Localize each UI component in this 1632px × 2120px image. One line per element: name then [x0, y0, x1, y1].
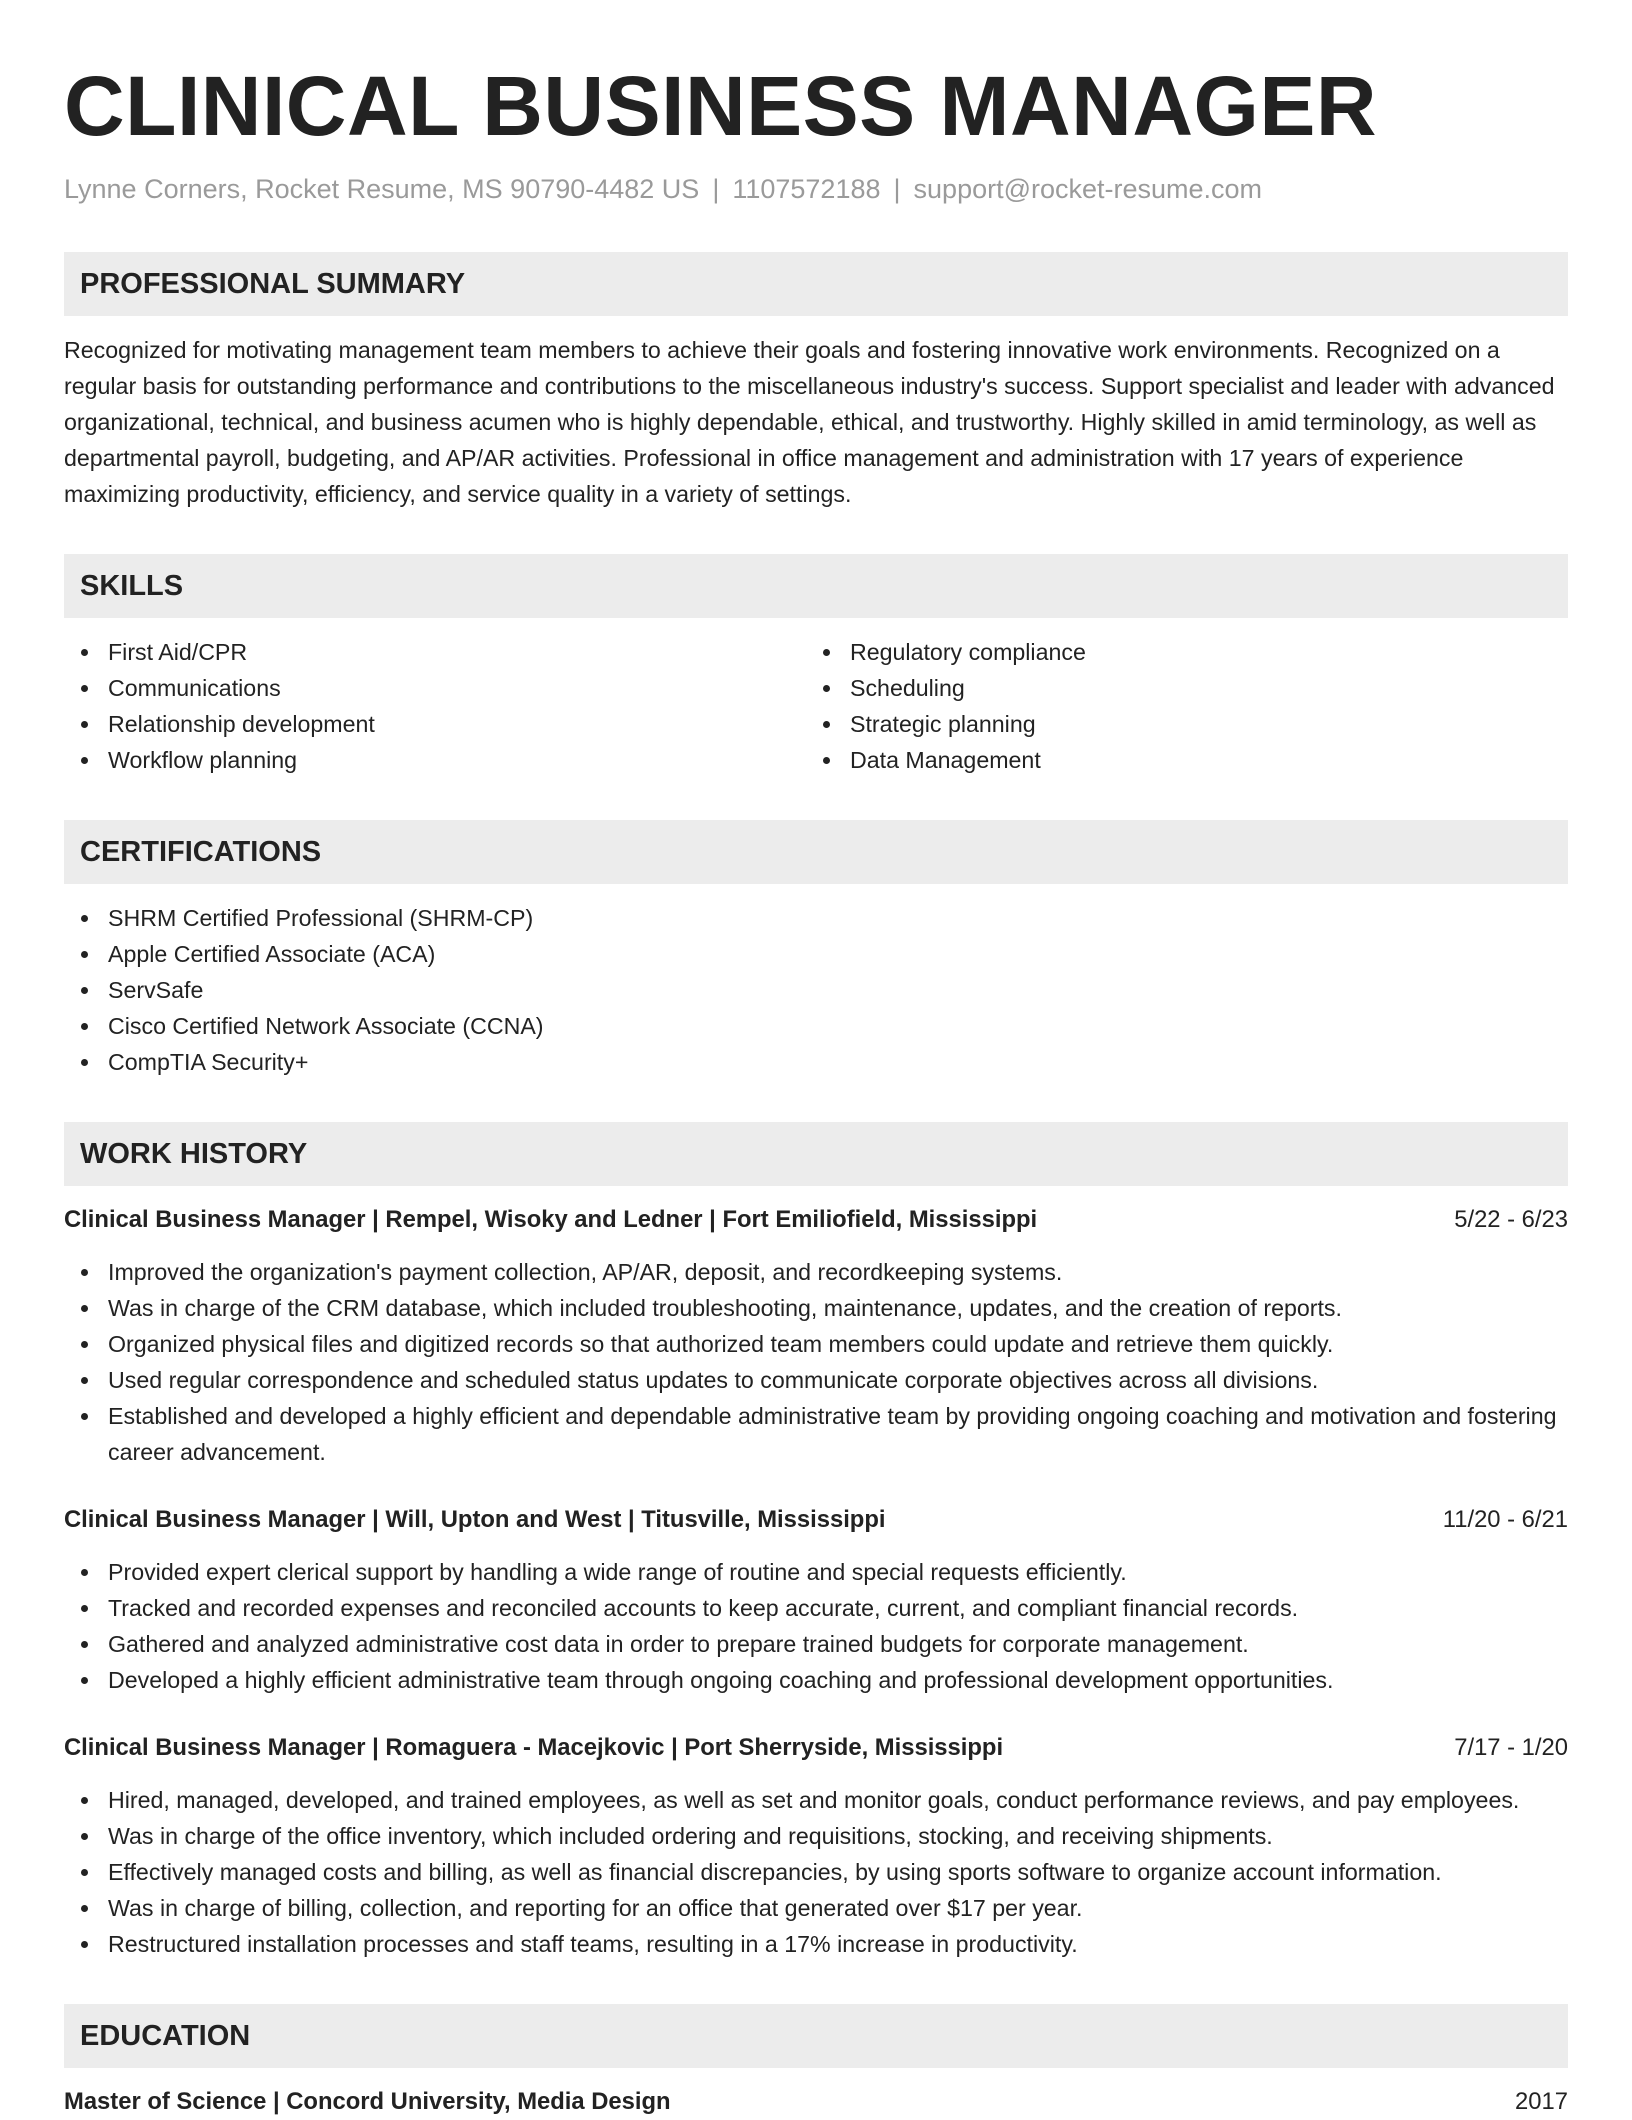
job-bullet: Tracked and recorded expenses and reconciled accounts to keep accurate, current, and compliant financial records.: [64, 1590, 1568, 1626]
skills-right-list: [806, 634, 1548, 778]
job-header: [64, 1502, 1568, 1538]
education-title: Master of Science | Concord University, Media Design: [64, 2088, 671, 2115]
summary-text: Recognized for motivating management team members to achieve their goals and fostering innovative work environments. Recognized on a regular basis for outstanding performance and contributions to the miscellaneous industry's success. Support specialist and leader with advanced organizational, technical, and business acumen who is highly dependable, ethical, and trustworthy. Highly skilled in amid terminology, as well as departmental payroll, budgeting, and AP/AR activities. Professional in office management and administration with 17 years of experience maximizing productivity, efficiency, and service quality in a variety of settings.: [64, 337, 1555, 507]
skill-item: Relationship development: [64, 706, 806, 742]
education-entry: [64, 2084, 1568, 2120]
contact-address: Lynne Corners, Rocket Resume, MS 90790-4482 US: [64, 174, 700, 204]
section-header-education: EDUCATION: [64, 2004, 1568, 2068]
job-bullet: Provided expert clerical support by handling a wide range of routine and special requests efficiently.: [64, 1554, 1568, 1590]
skill-item: Data Management: [806, 742, 1548, 778]
job-header: [64, 1730, 1568, 1766]
job-entry: [64, 1502, 1568, 1698]
job-dates: 5/22 - 6/23: [1454, 1206, 1568, 1233]
job-bullet: Restructured installation processes and staff teams, resulting in a 17% increase in productivity.: [64, 1926, 1568, 1962]
certification-item: SHRM Certified Professional (SHRM-CP): [64, 900, 1568, 936]
skill-item: Scheduling: [806, 670, 1548, 706]
job-entry: [64, 1730, 1568, 1962]
skill-item: Communications: [64, 670, 806, 706]
contact-email: support@rocket-resume.com: [913, 174, 1263, 204]
job-dates: 7/17 - 1/20: [1454, 1734, 1568, 1761]
skill-item: Workflow planning: [64, 742, 806, 778]
job-bullet: Hired, managed, developed, and trained employees, as well as set and monitor goals, conduct performance reviews, and pay employees.: [64, 1782, 1568, 1818]
job-bullet: Was in charge of the office inventory, which included ordering and requisitions, stocking, and receiving shipments.: [64, 1818, 1568, 1854]
certifications-list: [64, 900, 1568, 1080]
job-bullet: Organized physical files and digitized records so that authorized team members could update and retrieve them quickly.: [64, 1326, 1568, 1362]
job-bullet: Established and developed a highly efficient and dependable administrative team by providing ongoing coaching and motivation and fostering career advancement.: [64, 1398, 1568, 1470]
job-bullet: Effectively managed costs and billing, as well as financial discrepancies, by using sports software to organize account information.: [64, 1854, 1568, 1890]
job-bullet: Developed a highly efficient administrative team through ongoing coaching and professional development opportunities.: [64, 1662, 1568, 1698]
job-bullet: Gathered and analyzed administrative cost data in order to prepare trained budgets for corporate management.: [64, 1626, 1568, 1662]
contact-separator: |: [712, 174, 720, 204]
section-header-summary: PROFESSIONAL SUMMARY: [64, 252, 1568, 316]
job-bullet: Used regular correspondence and scheduled status updates to communicate corporate objectives across all divisions.: [64, 1362, 1568, 1398]
job-entry: [64, 1202, 1568, 1470]
contact-line: [64, 172, 1568, 206]
section-header-skills: SKILLS: [64, 554, 1568, 618]
job-bullets: [64, 1254, 1568, 1470]
certification-item: Apple Certified Associate (ACA): [64, 936, 1568, 972]
job-header: [64, 1202, 1568, 1238]
job-bullet: Was in charge of the CRM database, which included troubleshooting, maintenance, updates, and the creation of reports.: [64, 1290, 1568, 1326]
contact-phone: 1107572188: [732, 174, 881, 204]
skill-item: Strategic planning: [806, 706, 1548, 742]
skill-item: Regulatory compliance: [806, 634, 1548, 670]
job-dates: 11/20 - 6/21: [1442, 1506, 1568, 1533]
certification-item: Cisco Certified Network Associate (CCNA): [64, 1008, 1568, 1044]
job-bullet: Was in charge of billing, collection, and reporting for an office that generated over $17 per year.: [64, 1890, 1568, 1926]
resume-page: [64, 0, 1568, 2120]
resume-title: CLINICAL BUSINESS MANAGER: [64, 59, 1378, 153]
job-bullets: [64, 1782, 1568, 1962]
job-bullet: Improved the organization's payment collection, AP/AR, deposit, and recordkeeping systems.: [64, 1254, 1568, 1290]
job-title: Clinical Business Manager | Romaguera - Macejkovic | Port Sherryside, Mississippi: [64, 1734, 1004, 1761]
skills-left-list: [64, 634, 806, 778]
job-title: Clinical Business Manager | Will, Upton and West | Titusville, Mississippi: [64, 1506, 886, 1533]
education-year: 2017: [1515, 2088, 1568, 2115]
job-bullets: [64, 1554, 1568, 1698]
certification-item: ServSafe: [64, 972, 1568, 1008]
section-header-work-history: WORK HISTORY: [64, 1122, 1568, 1186]
certification-item: CompTIA Security+: [64, 1044, 1568, 1080]
section-header-certifications: CERTIFICATIONS: [64, 820, 1568, 884]
job-title: Clinical Business Manager | Rempel, Wisoky and Ledner | Fort Emiliofield, Mississippi: [64, 1206, 1038, 1233]
skills-columns: [64, 634, 1568, 778]
contact-separator: |: [893, 174, 901, 204]
skill-item: First Aid/CPR: [64, 634, 806, 670]
